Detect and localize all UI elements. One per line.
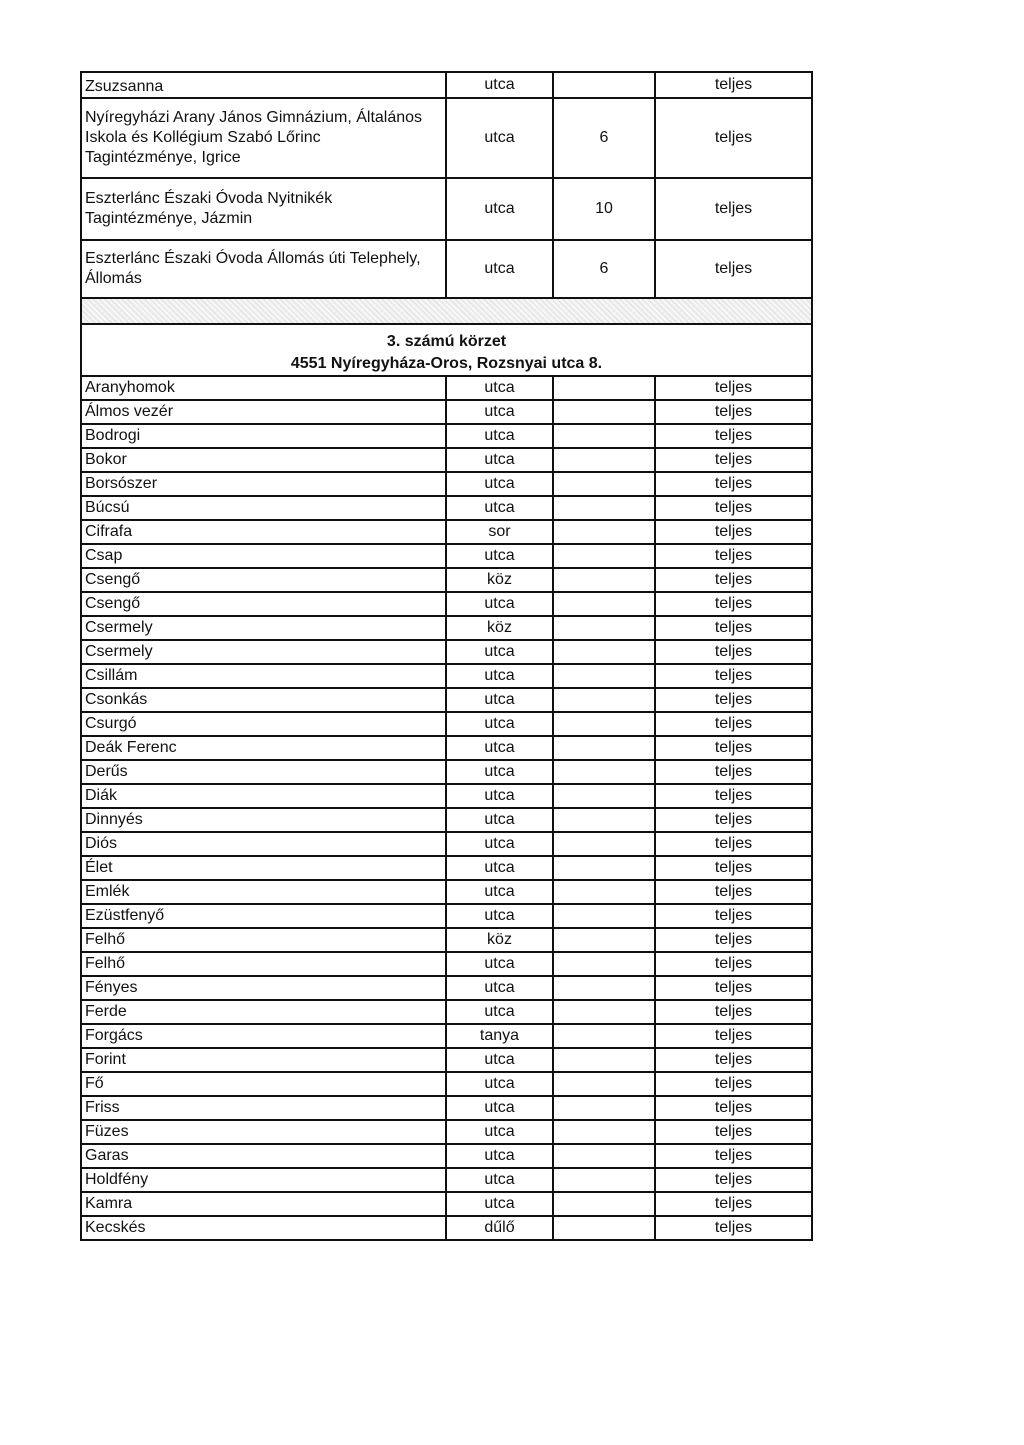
street-name-cell: Csengő [81, 568, 446, 592]
house-number-cell [553, 1144, 655, 1168]
street-type-cell: dűlő [446, 1216, 553, 1240]
table-row [81, 1024, 812, 1048]
table-row [81, 424, 812, 448]
street-name-cell: Búcsú [81, 496, 446, 520]
street-name-cell: Füzes [81, 1120, 446, 1144]
street-type-cell: utca [446, 1192, 553, 1216]
house-number-cell [553, 520, 655, 544]
table-row [81, 1216, 812, 1240]
street-name-cell: Cifrafa [81, 520, 446, 544]
street-name-cell: Emlék [81, 880, 446, 904]
street-name-cell: Nyíregyházi Arany János Gimnázium, Általános Iskola és Kollégium Szabó Lőrinc Tagintézménye, Igrice [81, 98, 446, 178]
house-number-cell [553, 712, 655, 736]
extent-cell: teljes [655, 880, 812, 904]
district-title: 3. számú körzet [386, 333, 507, 350]
street-name-cell: Kamra [81, 1192, 446, 1216]
shaded-separator [81, 298, 812, 324]
street-name-cell: Fő [81, 1072, 446, 1096]
table-row [81, 1168, 812, 1192]
street-name-cell: Kecskés [81, 1216, 446, 1240]
extent-cell: teljes [655, 928, 812, 952]
street-type-cell: utca [446, 976, 553, 1000]
table-row [81, 376, 812, 400]
street-name-cell: Álmos vezér [81, 400, 446, 424]
district-address: 4551 Nyíregyháza-Oros, Rozsnyai utca 8. [290, 355, 603, 372]
table-row [81, 72, 812, 98]
table-row [81, 568, 812, 592]
house-number-cell [553, 952, 655, 976]
extent-cell: teljes [655, 664, 812, 688]
house-number-cell [553, 1096, 655, 1120]
house-number-cell [553, 904, 655, 928]
table-row [81, 664, 812, 688]
extent-cell: teljes [655, 544, 812, 568]
street-type-cell: utca [446, 72, 553, 98]
extent-cell: teljes [655, 376, 812, 400]
street-name-cell: Ezüstfenyő [81, 904, 446, 928]
house-number-cell [553, 784, 655, 808]
street-type-cell: utca [446, 640, 553, 664]
table-row [81, 496, 812, 520]
extent-cell: teljes [655, 856, 812, 880]
street-type-cell: utca [446, 240, 553, 298]
address-table-sheet [80, 71, 811, 1241]
table-row [81, 712, 812, 736]
street-name-cell: Felhő [81, 952, 446, 976]
extent-cell: teljes [655, 808, 812, 832]
extent-cell: teljes [655, 1192, 812, 1216]
street-name-cell: Ferde [81, 1000, 446, 1024]
street-type-cell: utca [446, 832, 553, 856]
street-type-cell: utca [446, 448, 553, 472]
table-row [81, 1120, 812, 1144]
extent-cell: teljes [655, 240, 812, 298]
house-number-cell [553, 760, 655, 784]
extent-cell: teljes [655, 640, 812, 664]
extent-cell: teljes [655, 904, 812, 928]
street-type-cell: utca [446, 1000, 553, 1024]
extent-cell: teljes [655, 1144, 812, 1168]
table-row [81, 400, 812, 424]
house-number-cell [553, 448, 655, 472]
house-number-cell [553, 880, 655, 904]
extent-cell: teljes [655, 448, 812, 472]
street-type-cell: utca [446, 1144, 553, 1168]
house-number-cell [553, 1192, 655, 1216]
house-number-cell: 6 [553, 98, 655, 178]
district-header-row [81, 324, 812, 376]
extent-cell: teljes [655, 736, 812, 760]
extent-cell: teljes [655, 98, 812, 178]
extent-cell: teljes [655, 976, 812, 1000]
street-type-cell: utca [446, 178, 553, 240]
street-type-cell: utca [446, 1048, 553, 1072]
house-number-cell [553, 832, 655, 856]
street-name-cell: Csermely [81, 616, 446, 640]
house-number-cell: 6 [553, 240, 655, 298]
table-row [81, 784, 812, 808]
extent-cell: teljes [655, 1168, 812, 1192]
house-number-cell [553, 664, 655, 688]
table-row [81, 856, 812, 880]
extent-cell: teljes [655, 400, 812, 424]
house-number-cell [553, 568, 655, 592]
table-row [81, 640, 812, 664]
street-type-cell: utca [446, 1096, 553, 1120]
house-number-cell [553, 1216, 655, 1240]
table-row [81, 832, 812, 856]
street-type-cell: utca [446, 784, 553, 808]
street-rows [81, 376, 812, 1240]
extent-cell: teljes [655, 784, 812, 808]
street-type-cell: utca [446, 98, 553, 178]
table-row [81, 448, 812, 472]
street-type-cell: utca [446, 688, 553, 712]
separator-row [81, 298, 812, 324]
street-type-cell: tanya [446, 1024, 553, 1048]
street-type-cell: utca [446, 712, 553, 736]
table-row [81, 240, 812, 298]
street-type-cell: köz [446, 928, 553, 952]
street-name-cell: Derűs [81, 760, 446, 784]
street-name-cell: Csonkás [81, 688, 446, 712]
table-row [81, 98, 812, 178]
house-number-cell [553, 808, 655, 832]
street-type-cell: utca [446, 760, 553, 784]
street-name-cell: Diós [81, 832, 446, 856]
house-number-cell [553, 376, 655, 400]
table-row [81, 808, 812, 832]
table-row [81, 1144, 812, 1168]
house-number-cell [553, 1000, 655, 1024]
street-type-cell: utca [446, 592, 553, 616]
house-number-cell [553, 544, 655, 568]
street-name-cell: Zsuzsanna [81, 72, 446, 98]
street-name-cell: Eszterlánc Északi Óvoda Állomás úti Telephely, Állomás [81, 240, 446, 298]
house-number-cell [553, 72, 655, 98]
street-name-cell: Forgács [81, 1024, 446, 1048]
extent-cell: teljes [655, 688, 812, 712]
extent-cell: teljes [655, 568, 812, 592]
house-number-cell [553, 976, 655, 1000]
extent-cell: teljes [655, 592, 812, 616]
street-type-cell: utca [446, 544, 553, 568]
street-type-cell: utca [446, 856, 553, 880]
street-name-cell: Holdfény [81, 1168, 446, 1192]
extent-cell: teljes [655, 952, 812, 976]
extent-cell: teljes [655, 472, 812, 496]
extent-cell: teljes [655, 1048, 812, 1072]
street-name-cell: Eszterlánc Északi Óvoda Nyitnikék Tagintézménye, Jázmin [81, 178, 446, 240]
extent-cell: teljes [655, 760, 812, 784]
house-number-cell [553, 1120, 655, 1144]
house-number-cell [553, 496, 655, 520]
house-number-cell [553, 424, 655, 448]
house-number-cell [553, 1024, 655, 1048]
district-header [81, 324, 812, 376]
address-table [80, 71, 813, 1241]
street-name-cell: Bodrogi [81, 424, 446, 448]
street-type-cell: utca [446, 880, 553, 904]
street-type-cell: utca [446, 808, 553, 832]
extent-cell: teljes [655, 832, 812, 856]
table-row [81, 688, 812, 712]
street-name-cell: Diák [81, 784, 446, 808]
street-type-cell: utca [446, 1120, 553, 1144]
house-number-cell [553, 400, 655, 424]
street-type-cell: utca [446, 904, 553, 928]
extent-cell: teljes [655, 1024, 812, 1048]
table-row [81, 544, 812, 568]
street-name-cell: Csermely [81, 640, 446, 664]
street-type-cell: utca [446, 472, 553, 496]
house-number-cell [553, 1168, 655, 1192]
house-number-cell [553, 616, 655, 640]
street-name-cell: Borsószer [81, 472, 446, 496]
street-type-cell: utca [446, 664, 553, 688]
street-type-cell: utca [446, 1168, 553, 1192]
extent-cell: teljes [655, 712, 812, 736]
street-type-cell: utca [446, 400, 553, 424]
extent-cell: teljes [655, 1000, 812, 1024]
table-row [81, 1048, 812, 1072]
house-number-cell [553, 856, 655, 880]
table-row [81, 1000, 812, 1024]
extent-cell: teljes [655, 520, 812, 544]
extent-cell: teljes [655, 1096, 812, 1120]
street-type-cell: utca [446, 424, 553, 448]
street-name-cell: Dinnyés [81, 808, 446, 832]
extent-cell: teljes [655, 72, 812, 98]
street-name-cell: Csurgó [81, 712, 446, 736]
extent-cell: teljes [655, 178, 812, 240]
street-name-cell: Garas [81, 1144, 446, 1168]
street-type-cell: köz [446, 616, 553, 640]
table-row [81, 592, 812, 616]
table-row [81, 616, 812, 640]
table-row [81, 952, 812, 976]
street-type-cell: utca [446, 952, 553, 976]
house-number-cell [553, 472, 655, 496]
table-row [81, 904, 812, 928]
street-name-cell: Bokor [81, 448, 446, 472]
extent-cell: teljes [655, 496, 812, 520]
street-name-cell: Fényes [81, 976, 446, 1000]
table-row [81, 1072, 812, 1096]
house-number-cell: 10 [553, 178, 655, 240]
table-row [81, 520, 812, 544]
house-number-cell [553, 1048, 655, 1072]
street-type-cell: utca [446, 736, 553, 760]
street-type-cell: utca [446, 376, 553, 400]
street-type-cell: utca [446, 1072, 553, 1096]
house-number-cell [553, 736, 655, 760]
table-row [81, 1096, 812, 1120]
street-name-cell: Élet [81, 856, 446, 880]
house-number-cell [553, 592, 655, 616]
street-name-cell: Friss [81, 1096, 446, 1120]
house-number-cell [553, 688, 655, 712]
house-number-cell [553, 928, 655, 952]
house-number-cell [553, 1072, 655, 1096]
street-name-cell: Csengő [81, 592, 446, 616]
extent-cell: teljes [655, 424, 812, 448]
table-row [81, 472, 812, 496]
street-name-cell: Felhő [81, 928, 446, 952]
street-name-cell: Aranyhomok [81, 376, 446, 400]
table-row [81, 880, 812, 904]
table-row [81, 928, 812, 952]
street-name-cell: Forint [81, 1048, 446, 1072]
extent-cell: teljes [655, 1072, 812, 1096]
street-name-cell: Deák Ferenc [81, 736, 446, 760]
top-rows [81, 72, 812, 376]
street-type-cell: sor [446, 520, 553, 544]
street-type-cell: utca [446, 496, 553, 520]
street-type-cell: köz [446, 568, 553, 592]
house-number-cell [553, 640, 655, 664]
table-row [81, 178, 812, 240]
table-row [81, 976, 812, 1000]
table-row [81, 1192, 812, 1216]
extent-cell: teljes [655, 1120, 812, 1144]
table-row [81, 736, 812, 760]
street-name-cell: Csillám [81, 664, 446, 688]
table-row [81, 760, 812, 784]
extent-cell: teljes [655, 616, 812, 640]
extent-cell: teljes [655, 1216, 812, 1240]
street-name-cell: Csap [81, 544, 446, 568]
